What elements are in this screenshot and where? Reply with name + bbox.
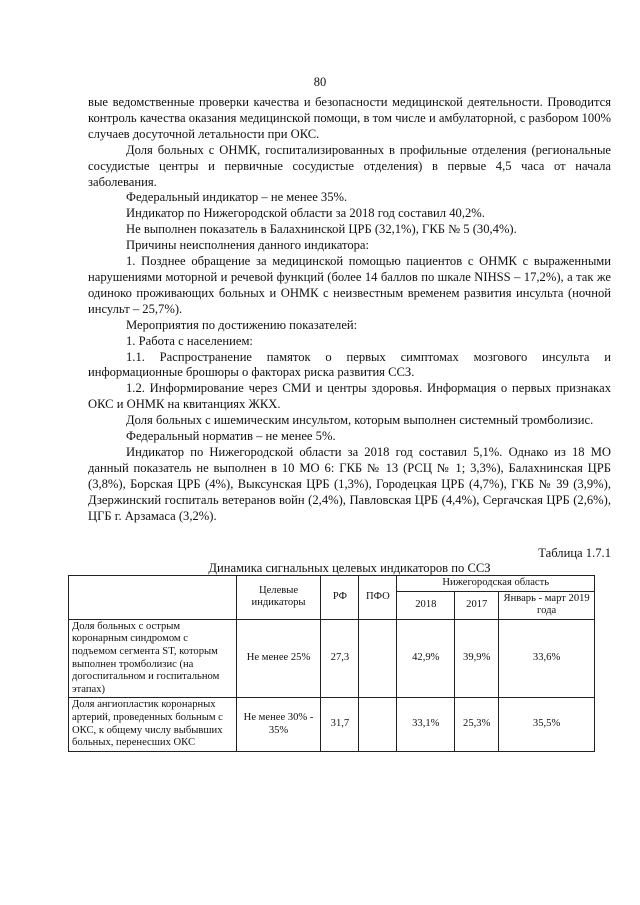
paragraph-not-fulfilled: Не выполнен показатель в Балахнинской ЦРБ (32,1%), ГКБ № 5 (30,4%). <box>126 222 517 237</box>
paragraph-thrombolysis-share: Доля больных с ишемическим инсультом, которым выполнен системный тромболизис. <box>126 413 594 428</box>
header-pfo: ПФО <box>359 576 397 620</box>
pfo-cell <box>359 698 397 751</box>
value-2018-cell: 42,9% <box>397 619 455 698</box>
target-cell: Не менее 30% - 35% <box>236 698 321 751</box>
paragraph-regional-indicator: Индикатор по Нижегородской области за 2018 год составил 40,2%. <box>126 206 485 221</box>
table-row <box>69 619 595 698</box>
paragraph-measure-1: 1. Работа с населением: <box>126 333 253 348</box>
row-label: Доля больных с острым коронарным синдромом с подъемом сегмента ST, которым выполнен тромболизис (на догоспитальном и госпитальном этапах) <box>69 619 237 698</box>
page-number: 80 <box>313 75 327 89</box>
table-row <box>69 698 595 751</box>
header-region: Нижегородская область <box>397 576 595 592</box>
header-2018: 2018 <box>397 591 455 619</box>
rf-cell: 27,3 <box>321 619 359 698</box>
table-header-row <box>69 576 595 592</box>
paragraph-measures-heading: Мероприятия по достижению показателей: <box>126 317 358 332</box>
paragraph-reasons-heading: Причины неисполнения данного индикатора: <box>126 238 370 253</box>
paragraph-continuation: вые ведомственные проверки качества и безопасности медицинской деятельности. Проводится контроль качества оказания медицинской помощи, в том числе и амбулаторной, с разбором 100% случаев досуточной летальности при ОКС. <box>88 95 611 141</box>
target-cell: Не менее 25% <box>236 619 321 698</box>
paragraph-federal-norm: Федеральный норматив – не менее 5%. <box>126 429 336 444</box>
paragraph-measure-1-1: 1.1. Распространение памяток о первых симптомах мозгового инсульта и информационные брошюры о факторах риска развития ССЗ. <box>88 349 611 380</box>
header-target: Целевые индикаторы <box>236 576 321 620</box>
value-2018-cell: 33,1% <box>397 698 455 751</box>
value-2017-cell: 25,3% <box>455 698 499 751</box>
paragraph-measure-1-2: 1.2. Информирование через СМИ и центры здоровья. Информация о первых признаках ОКС и ОНМК на квитанциях ЖКХ. <box>88 381 611 412</box>
value-period-cell: 33,6% <box>499 619 595 698</box>
header-2017: 2017 <box>455 591 499 619</box>
body-text <box>88 95 611 524</box>
table-title: Динамика сигнальных целевых индикаторов по ССЗ <box>208 561 491 575</box>
value-period-cell: 35,5% <box>499 698 595 751</box>
header-empty-cell <box>69 576 237 620</box>
paragraph-federal-indicator: Федеральный индикатор – не менее 35%. <box>126 190 348 205</box>
pfo-cell <box>359 619 397 698</box>
table-caption: Таблица 1.7.1 <box>538 546 611 560</box>
rf-cell: 31,7 <box>321 698 359 751</box>
indicators-table <box>68 575 595 752</box>
paragraph-reason-1: 1. Позднее обращение за медицинской помощью пациентов с ОНМК с выраженными нарушениями моторной и речевой функций (более 14 баллов по шкале NIHSS – 17,2%), а так же одиноко проживающих больных и ОНМК с неизвестным временем развития инсульта (ночной инсульт – 25,7%). <box>88 254 611 316</box>
header-period: Январь - март 2019 года <box>499 591 595 619</box>
paragraph-regional-thrombolysis: Индикатор по Нижегородской области за 2018 год составил 5,1%. Однако из 18 МО данный показатель не выполнен в 10 МО 6: ГКБ № 13 (РСЦ № 1; 3,3%), Балахнинская ЦРБ (3,8%), Борская ЦРБ (4%), Выксунская ЦРБ (1,3%), Городецкая ЦРБ (4,7%), ГКБ № 39 (3,9%), Дзержинский госпиталь ветеранов войн (2,4%), Павловская ЦРБ (4,4%), Сергачская ЦРБ (2,6%), ЦГБ г. Арзамаса (3,2%). <box>88 444 611 523</box>
paragraph-onmk-share: Доля больных с ОНМК, госпитализированных в профильные отделения (региональные сосудистые центры и первичные сосудистые отделения) в первые 4,5 часа от начала заболевания. <box>88 142 611 189</box>
header-rf: РФ <box>321 576 359 620</box>
row-label: Доля ангиопластик коронарных артерий, проведенных больным с ОКС, к общему числу выбывших больных, перенесших ОКС <box>69 698 237 751</box>
value-2017-cell: 39,9% <box>455 619 499 698</box>
